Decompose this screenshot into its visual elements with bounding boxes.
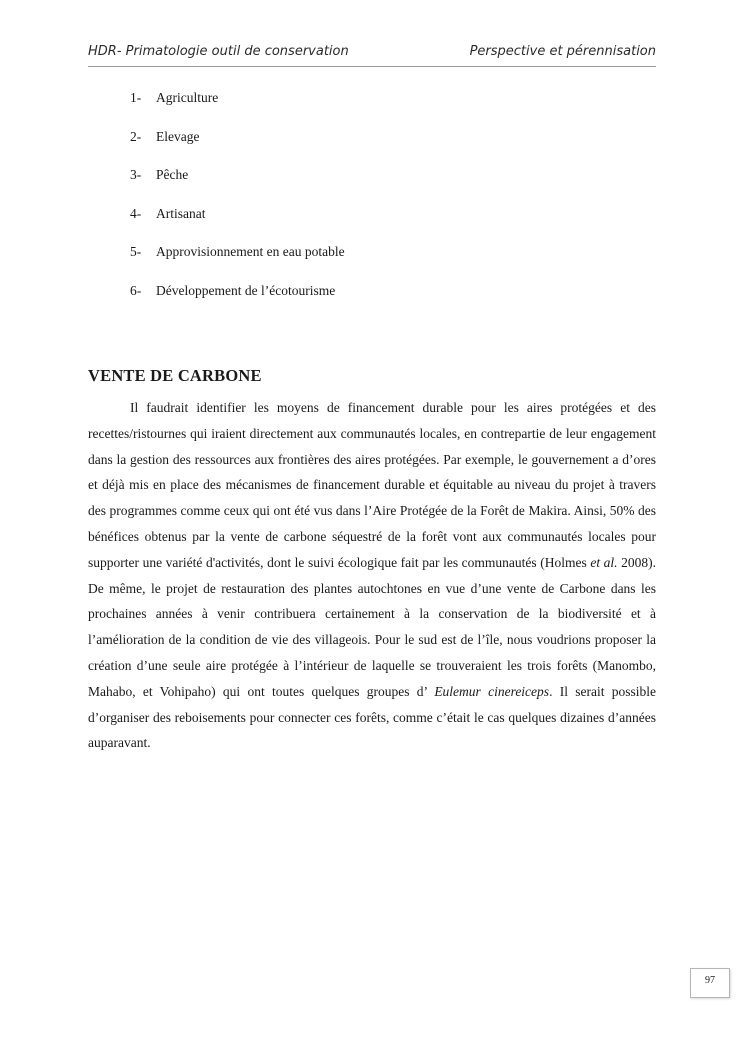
citation-et-al: et al.	[590, 554, 618, 570]
list-item	[130, 281, 345, 320]
paragraph-text-part-1: Il faudrait identifier les moyens de financement durable pour les aires protégées et des recettes/ristournes qui iraient directement aux communautés locales, en contrepartie de leur engagement dans la gestion des ressources aux frontières des aires protégées. Par exemple, le gouvernement a d’ores et déjà mis en place des mécanismes de financement durable et équitable au niveau du projet à travers des programmes comme ceux qui ont été vus dans l’Aire Protégée de la Forêt de Makira. Ainsi, 50% des bénéfices obtenus par la vente de carbone séquestré de la forêt vont aux communautés locales pour supporter une variété d'activités, dont le suivi écologique fait par les communautés (Holmes	[88, 400, 656, 570]
list-item-label: Approvisionnement en eau potable	[156, 244, 345, 259]
list-item	[130, 242, 345, 281]
list-item	[130, 165, 345, 204]
list-item-label: Pêche	[156, 167, 189, 182]
list-item-number: 4-	[130, 205, 142, 221]
body-paragraph	[88, 395, 656, 756]
page-header	[88, 44, 656, 67]
header-chapter-title: Perspective et pérennisation	[469, 44, 656, 59]
list-item	[130, 88, 345, 127]
species-name: Eulemur cinereiceps	[434, 683, 550, 699]
page-number-box: 97	[690, 968, 730, 998]
paragraph-text-part-3: . Il serait possible d’organiser des reboisements pour connecter ces forêts, comme c’était le cas quelques dizaines d’années auparavant.	[88, 683, 656, 751]
list-item-number: 2-	[130, 128, 142, 144]
list-item-label: Artisanat	[156, 205, 206, 221]
list-item-label: Agriculture	[156, 90, 219, 105]
list-item-number: 3-	[130, 167, 142, 182]
list-item-number: 6-	[130, 282, 142, 298]
header-document-title: HDR- Primatologie outil de conservation	[88, 44, 349, 59]
list-item-label: Développement de l’écotourisme	[156, 282, 336, 298]
list-item-number: 1-	[130, 90, 142, 105]
list-item-label: Elevage	[156, 128, 200, 144]
list-item	[130, 127, 345, 166]
numbered-list	[130, 88, 345, 319]
section-heading: VENTE DE CARBONE	[88, 366, 262, 385]
list-item-number: 5-	[130, 244, 142, 259]
list-item	[130, 204, 345, 243]
paragraph-text-part-2: 2008). De même, le projet de restauration des plantes autochtones en vue d’une vente de Carbone dans les prochaines années à venir contribuera certainement à la conservation de la biodiversité et à l’amélioration de la condition de vie des villageois. Pour le sud est de l’île, nous voudrions proposer la création d’une seule aire protégée à l’intérieur de laquelle se trouveraient les trois forêts (Manombo, Mahabo, et Vohipaho) qui ont toutes quelques groupes d’	[88, 554, 657, 699]
